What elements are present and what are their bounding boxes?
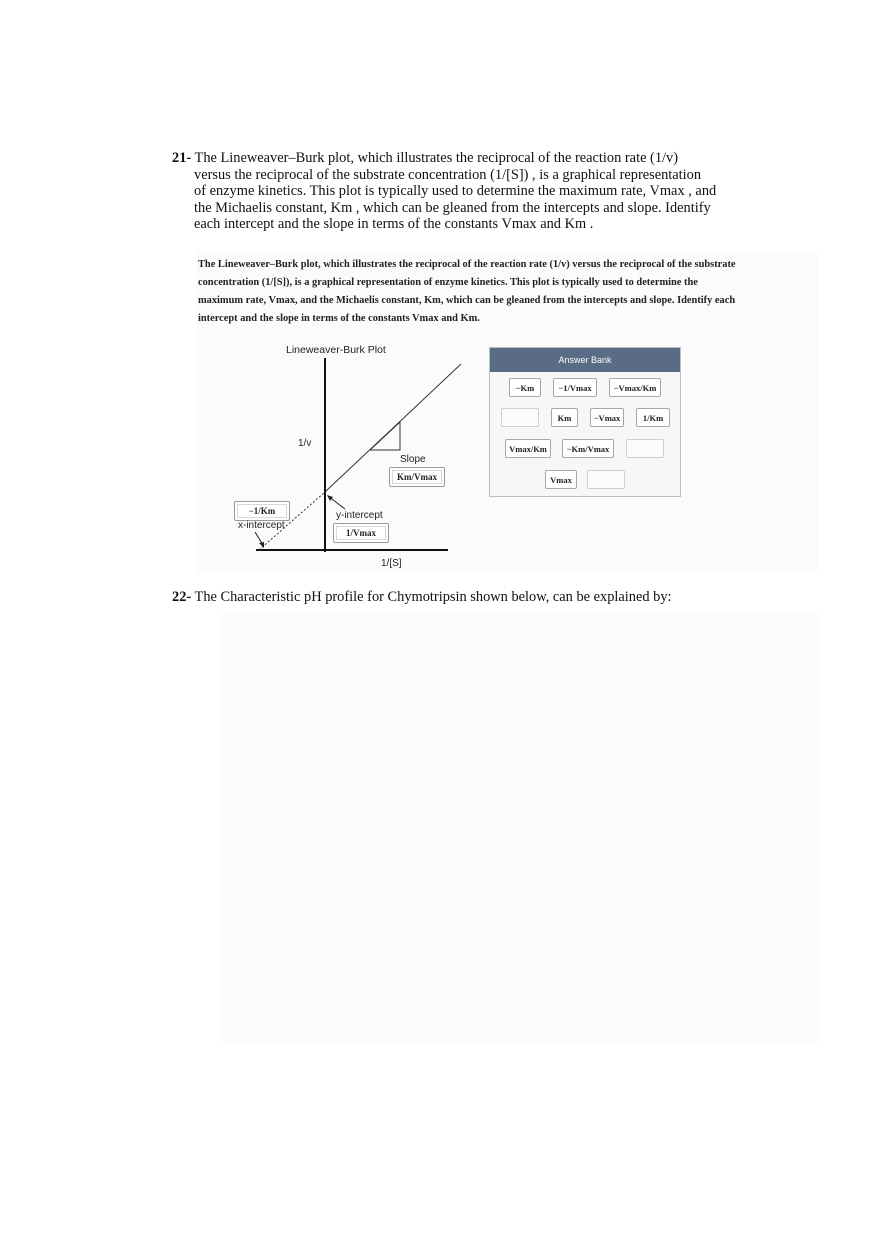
x-intercept-label: x-intercept bbox=[238, 520, 285, 531]
screenshot-line-2: concentration (1/[S]), is a graphical representation of enzyme kinetics. This plot is typically used to determine the bbox=[198, 277, 698, 288]
empty-answer-slot[interactable] bbox=[501, 408, 539, 427]
y-intercept-answer-chip[interactable]: 1/Vmax bbox=[333, 523, 389, 543]
answer-chip[interactable]: −Vmax bbox=[590, 408, 624, 427]
screenshot-line-3: maximum rate, Vmax, and the Michaelis constant, Km, which can be gleaned from the intercepts and slope. Identify each bbox=[198, 295, 736, 306]
slope-label: Slope bbox=[400, 454, 426, 465]
image-placeholder bbox=[222, 612, 818, 1044]
answer-bank bbox=[489, 347, 681, 497]
answer-chip[interactable]: −Km bbox=[509, 378, 541, 397]
screenshot-prompt bbox=[198, 256, 798, 328]
slope-answer-chip[interactable]: Km/Vmax bbox=[389, 467, 445, 487]
y-axis-label: 1/v bbox=[298, 438, 312, 449]
x-axis-label: 1/[S] bbox=[381, 558, 402, 569]
answer-chip[interactable]: 1/Km bbox=[636, 408, 670, 427]
question-line-5: each intercept and the slope in terms of the constants Vmax and Km . bbox=[194, 216, 594, 233]
screenshot-line-1: The Lineweaver–Burk plot, which illustrates the reciprocal of the reaction rate (1/v) versus the reciprocal of the substrate bbox=[198, 259, 736, 270]
lineweaver-burk-plot bbox=[228, 340, 478, 570]
y-intercept-arrowhead bbox=[327, 495, 333, 501]
answer-bank-header: Answer Bank bbox=[490, 348, 680, 372]
question-line-2: versus the reciprocal of the substrate concentration (1/[S]) , is a graphical representation bbox=[194, 166, 702, 183]
question-number: 21- bbox=[172, 150, 192, 166]
empty-answer-slot[interactable] bbox=[626, 439, 664, 458]
question-number: 22- bbox=[172, 589, 192, 605]
answer-chip[interactable]: Vmax/Km bbox=[505, 439, 551, 458]
answer-chip[interactable]: −1/Vmax bbox=[553, 378, 597, 397]
question-line-4: the Michaelis constant, Km , which can be gleaned from the intercepts and slope. Identify bbox=[194, 199, 711, 216]
question-line-3: of enzyme kinetics. This plot is typically used to determine the maximum rate, Vmax , and bbox=[194, 183, 717, 200]
empty-answer-slot[interactable] bbox=[587, 470, 625, 489]
question-22 bbox=[172, 589, 752, 606]
x-intercept-answer-chip[interactable]: −1/Km bbox=[234, 501, 290, 521]
y-intercept-label: y-intercept bbox=[336, 510, 383, 521]
plot-title: Lineweaver-Burk Plot bbox=[286, 344, 386, 356]
slope-triangle bbox=[370, 422, 400, 450]
answer-chip[interactable]: Vmax bbox=[545, 470, 577, 489]
answer-chip[interactable]: −Km/Vmax bbox=[562, 439, 614, 458]
question-text: The Characteristic pH profile for Chymotripsin shown below, can be explained by: bbox=[194, 589, 672, 605]
answer-chip[interactable]: −Vmax/Km bbox=[609, 378, 661, 397]
question-line-1: The Lineweaver–Burk plot, which illustrates the reciprocal of the reaction rate (1/v) bbox=[194, 150, 679, 166]
screenshot-line-4: intercept and the slope in terms of the constants Vmax and Km. bbox=[198, 313, 480, 324]
question-21 bbox=[172, 150, 752, 233]
x-intercept-arrowhead bbox=[259, 542, 264, 548]
answer-chip[interactable]: Km bbox=[551, 408, 578, 427]
